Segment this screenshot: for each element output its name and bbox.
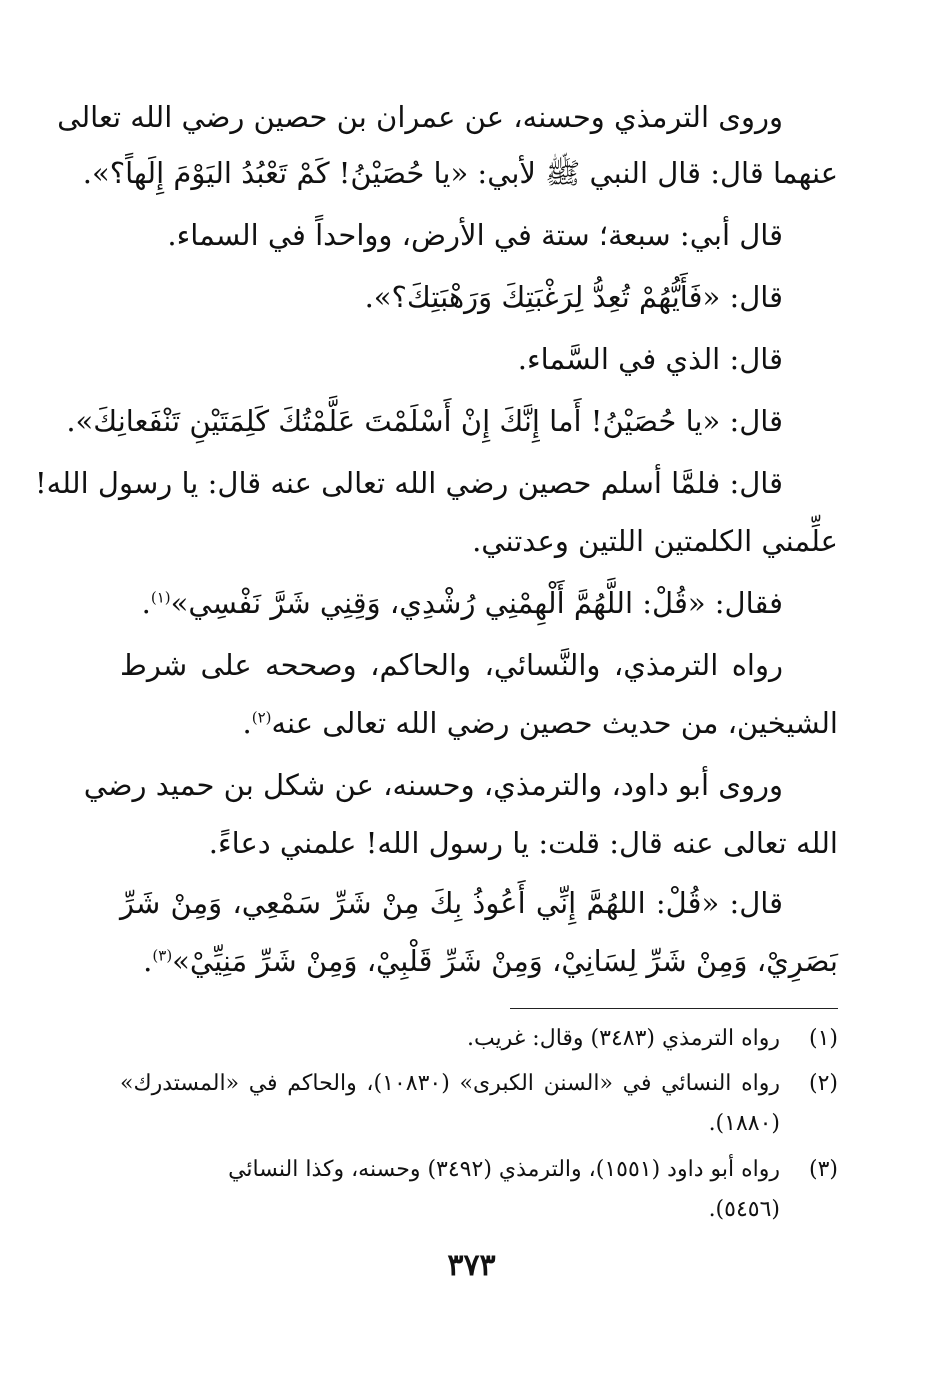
body-line-text: الشيخين، من حديث حصين رضي الله تعالى عنه bbox=[271, 706, 838, 740]
body-line bbox=[120, 578, 838, 628]
footnote-marker-1: (١) bbox=[150, 588, 171, 607]
footnote-3-continued: (٥٤٥٦). bbox=[708, 1197, 780, 1222]
period: . bbox=[143, 944, 153, 978]
body-line: الله تعالى عنه قال: قلت: يا رسول الله! علمني دعاءً. bbox=[208, 826, 838, 860]
body-line-text: فقال: «قُلْ: اللَّهُمَّ أَلْهِمْنِي رُشْدِي، وَقِنِي شَرَّ نَفْسِي» bbox=[170, 586, 783, 620]
body-line: قال أبي: سبعة؛ ستة في الأرض، وواحداً في السماء. bbox=[167, 218, 783, 252]
body-line: رواه الترمذي، والنَّسائي، والحاكم، وصححه على شرط bbox=[120, 648, 783, 682]
body-line: قال: «فَأَيُّهُمْ تُعِدُّ لِرَغْبَتِكَ وَرَهْبَتِكَ؟». bbox=[364, 280, 783, 314]
period: . bbox=[242, 706, 252, 740]
footnote-number: (١) bbox=[808, 1026, 838, 1051]
footnote-number: (٢) bbox=[808, 1071, 838, 1096]
footnote-1 bbox=[120, 1019, 838, 1059]
body-line bbox=[120, 698, 838, 748]
footnote-separator bbox=[510, 1008, 838, 1009]
body-line: وروى أبو داود، والترمذي، وحسنه، عن شكل بن حميد رضي bbox=[83, 768, 783, 802]
body-line-text: بَصَرِيْ، وَمِنْ شَرِّ لِسَانِيْ، وَمِنْ شَرِّ قَلْبِيْ، وَمِنْ شَرِّ مَنِيِّيْ» bbox=[172, 944, 838, 978]
footnote-2-continued: (١٨٨٠). bbox=[708, 1111, 780, 1136]
body-line: قال: «يا حُصَيْنُ! أَما إِنَّكَ إِنْ أَسْلَمْتَ عَلَّمْتُكَ كَلِمَتَيْنِ تَنْفَعانِكَ». bbox=[66, 404, 783, 438]
body-line: علِّمني الكلمتين اللتين وعدتني. bbox=[472, 524, 838, 558]
footnote-marker-2: (٢) bbox=[251, 708, 272, 727]
footnote-marker-3: (٣) bbox=[152, 946, 173, 965]
body-line: عنهما قال: قال النبي ﷺ لأبي: «يا حُصَيْنُ! كَمْ تَعْبُدُ اليَوْمَ إِلَهاً؟». bbox=[82, 156, 838, 190]
footnote-text: رواه أبو داود (١٥٥١)، والترمذي (٣٤٩٢) وحسنه، وكذا النسائي bbox=[228, 1157, 780, 1182]
footnote-number: (٣) bbox=[808, 1157, 838, 1182]
body-line bbox=[120, 936, 838, 986]
body-line: قال: فلمَّا أسلم حصين رضي الله تعالى عنه قال: يا رسول الله! bbox=[34, 466, 783, 500]
footnote-text: رواه الترمذي (٣٤٨٣) وقال: غريب. bbox=[466, 1026, 780, 1051]
page-number: ٣٧٣ bbox=[447, 1248, 496, 1283]
period: . bbox=[141, 586, 151, 620]
body-line: قال: الذي في السَّماء. bbox=[517, 342, 783, 376]
body-line: وروى الترمذي وحسنه، عن عمران بن حصين رضي الله تعالى bbox=[57, 100, 783, 134]
footnote-3 bbox=[120, 1150, 838, 1190]
footnote-2 bbox=[120, 1064, 838, 1104]
body-line: قال: «قُلْ: اللهُمَّ إِنِّي أَعُوذُ بِكَ مِنْ شَرِّ سَمْعِي، وَمِنْ شَرِّ bbox=[120, 886, 783, 920]
footnote-text: رواه النسائي في «السنن الكبرى» (١٠٨٣٠)، والحاكم في «المستدرك» bbox=[120, 1071, 780, 1096]
